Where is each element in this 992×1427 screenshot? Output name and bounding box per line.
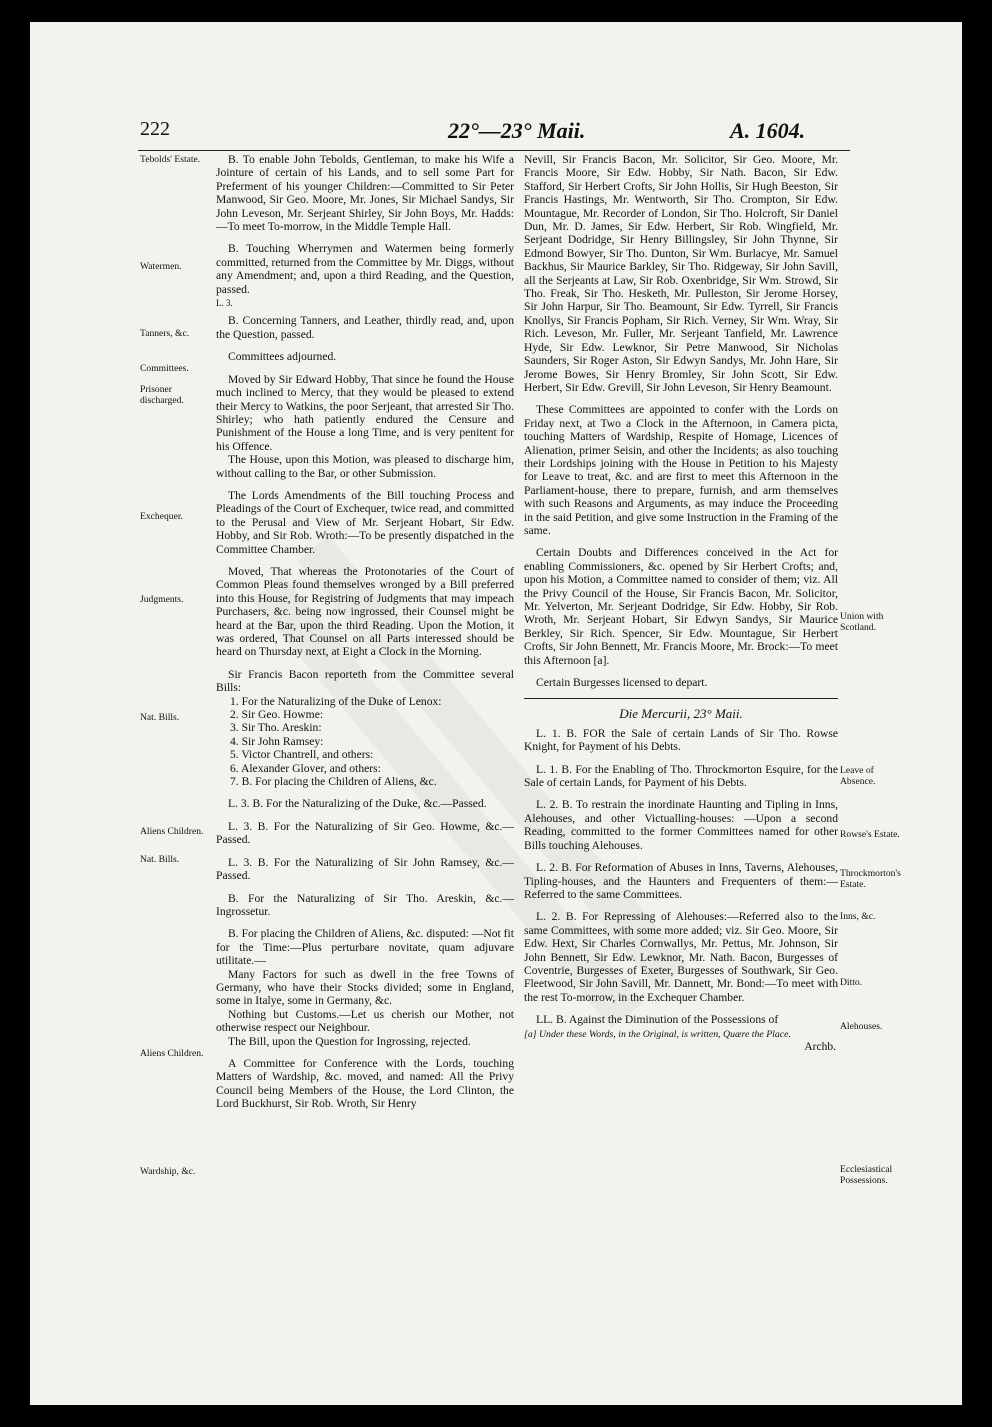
paragraph: Many Factors for such as dwell in the free Towns of Germany, who have their Stocks divided; some in England, some in Italye, some in Germany, &c. [216, 967, 514, 1008]
list-item: 7. B. For placing the Children of Aliens, &c. [230, 775, 437, 789]
paragraph: A Committee for Conference with the Lords, touching Matters of Wardship, &c. moved, and named: All the Privy Council being Members of the House, the Lord Clinton, the Lord Buckhurst, Sir Rob. Wroth, Sir Henry [216, 1056, 514, 1111]
paragraph: Nevill, Sir Francis Bacon, Mr. Solicitor, Sir Geo. Moore, Mr. Francis Moore, Sir Edw. Hobby, Sir Nath. Bacon, Sir Edw. Stafford, Sir Herbert Crofts, Sir John Hollis, Sir Hugh Beeston, Sir Francis Hastings, Mr. Wentworth, Sir Tho. Crompton, Sir Edw. Mountague, Mr. Recorder of London, Sir Tho. Holcroft, Sir Daniel Dun, Mr. D. James, Sir Edw. Herbert, Sir Rob. Wingfield, Mr. Serjeant Dodridge, Sir Henry Billingsley, Sir John Thynne, Sir Edmond Bowyer, Sir Tho. Dunton, Sir Wm. Burlacye, Mr. Samuel Backhus, Sir Maurice Barkley, Sir Tho. Ridgeway, Sir John Savill, all the Serjeants at Law, Sir Rob. Oxenbridge, Sir Wm. Strowd, Sir Tho. Freak, Sir Tho. Hesketh, Mr. Pulleston, Sir Jerome Horsey, Sir John Harpur, Sir Tho. Beamount, Sir Edw. Tyrrell, Sir Francis Knollys, Sir Francis Popham, Sir Rich. Verney, Sir Wm. Wray, Sir Rich. Leveson, Mr. Fuller, Mr. Serjeant Tanfield, Mr. Lawrence Hyde, Sir Edw. Lewknor, Sir Petre Manwood, Sir Nicholas Saunders, Sir Roger Aston, Sir Edwyn Sandys, Mr. John Hare, Sir Jerome Bowes, Sir Henry Bromley, Sir John Scott, Sir Edw. Herbert, Sir Edw. Grevill, Sir John Leveson, Sir Henry Beamount. [524, 153, 838, 394]
paragraph: Moved by Sir Edward Hobby, That since he found the House much inclined to Mercy, that they would be pleased to extend their Mercy to Watkins, the poor Serjeant, that arrested Sir Tho. Shirley; who hath patiently endured the Censure and Punishment of the House a long Time, and is very penitent for his Offence. [216, 372, 514, 453]
list-item: 6. Alexander Glover, and others: [230, 761, 381, 775]
margin-note: Alehouses. [840, 1021, 883, 1032]
margin-note: Prisoner discharged. [140, 384, 184, 406]
list-item: 3. Sir Tho. Areskin: [230, 721, 322, 735]
margin-note: Exchequer. [140, 511, 183, 522]
bill-list [216, 695, 514, 789]
left-column [216, 153, 514, 1120]
paragraph: B. For placing the Children of Aliens, &c. disputed: —Not fit for the Time:—Plus perturbare novitate, quam adjuvare utilitate.— [216, 927, 514, 968]
margin-note: Wardship, &c. [140, 1166, 196, 1177]
margin-note: Watermen. [140, 261, 182, 272]
paragraph: B. Touching Wherrymen and Watermen being formerly committed, returned from the Committee by Mr. Diggs, without any Amendment; and, upon a third Reading, and the Question, passed. [216, 242, 514, 296]
paragraph: B. To enable John Tebolds, Gentleman, to make his Wife a Jointure of certain of his Lands, and to sell some Part for Preferment of his younger Children:—Committed to Sir Peter Manwood, Sir Geo. Moore, Mr. Jones, Sir Michael Sandys, Sir John Leveson, Mr. Serjeant Shirley, Sir John Boys, Mr. Hadds:—To meet To-morrow, in the Middle Temple Hall. [216, 153, 514, 234]
paragraph: L. 3. B. For the Naturalizing of the Duke, &c.—Passed. [228, 797, 487, 811]
day-header: Die Mercurii, 23° Maii. [619, 706, 743, 722]
margin-note: Throckmorton's Estate. [840, 868, 901, 890]
page-year: A. 1604. [730, 118, 806, 143]
footnote: [a] Under these Words, in the Original, is written, Quære the Place. [524, 1028, 791, 1040]
paragraph: B. For the Naturalizing of Sir Tho. Areskin, &c.—Ingrossetur. [216, 891, 514, 918]
list-item: 5. Victor Chantrell, and others: [230, 748, 374, 762]
paragraph: Moved, That whereas the Protonotaries of the Court of Common Pleas found themselves wronged by a Bill preferred into this House, for Registring of Judgments that may impeach Purchasers, &c. being now ingrossed, their Counsel might be heard at the Bar, upon the third Reading. Upon the Motion, it was ordered, That Counsel on all Parts interessed should be heard on Thursday next, at Eight a Clock in the Morning. [216, 564, 514, 659]
paragraph: L. 1. B. For the Enabling of Tho. Throckmorton Esquire, for the Sale of certain Lands, for Payment of his Debts. [524, 762, 838, 790]
paragraph: B. Concerning Tanners, and Leather, thirdly read, and, upon the Question, passed. [216, 314, 514, 341]
paragraph: L. 2. B. For Repressing of Alehouses:—Referred also to the same Committees, with some more added; viz. Sir Geo. Moore, Sir Edw. Hext, Sir Charles Cornwallys, Mr. Pettus, Mr. Johnson, Sir John Bennett, Sir Edw. Lewknor, Mr. Nath. Bacon, Burgesses of Coventrie, Burgesses of Exeter, Burgesses of Southwark, Sir Geo. Fleetwood, Sir John Savill, Mr. Dannett, Mr. Bond:—To meet with the rest To-morrow, in the Exchequer Chamber. [524, 910, 838, 1004]
paragraph: Sir Francis Bacon reporteth from the Committee several Bills: [216, 667, 514, 695]
paragraph: Certain Burgesses licensed to depart. [536, 676, 708, 690]
margin-note: Rowse's Estate. [840, 829, 900, 840]
paragraph: L. 3. B. For the Naturalizing of Sir John Ramsey, &c.—Passed. [216, 855, 514, 883]
margin-note: Aliens Children. [140, 826, 204, 837]
paragraph: L. 3. B. For the Naturalizing of Sir Geo. Howme, &c.—Passed. [216, 819, 514, 847]
margin-note: Committees. [140, 363, 189, 374]
margin-note: Nat. Bills. [140, 712, 180, 723]
paragraph: L. 2. B. For Reformation of Abuses in Inns, Taverns, Alehouses, Tipling-houses, and the Haunters and Frequenters of them:—Referred to the same Committees. [524, 861, 838, 901]
page-number: 222 [140, 118, 170, 140]
margin-note: Inns, &c. [840, 911, 876, 922]
margin-note: Tebolds' Estate. [140, 154, 201, 165]
paragraph: LL. B. Against the Diminution of the Possessions of [536, 1013, 779, 1027]
catchword: Archb. [804, 1040, 836, 1053]
margin-note: Tanners, &c. [140, 328, 190, 339]
paragraph: L. 1. B. FOR the Sale of certain Lands of Sir Tho. Rowse Knight, for Payment of his Debts. [524, 726, 838, 754]
right-column [524, 153, 838, 1054]
paragraph: The House, upon this Motion, was pleased to discharge him, without calling to the Bar, or other Submission. [216, 453, 514, 480]
paragraph: Certain Doubts and Differences conceived in the Act for enabling Commissioners, &c. opened by Sir Herbert Crofts; and, upon his Motion, a Committee named to consider of them; viz. All the Privy Council of the House, Sir Francis Bacon, Mr. Solicitor, Mr. Yelverton, Mr. Serjeant Dodridge, Sir Edw. Hobby, Sir Rob. Wroth, Mr. Serjeant Hobart, Sir Edwyn Sandys, Sir Maurice Berkley, Sir Rich. Spencer, Sir Edw. Mountague, Sir Herbert Crofts, Sir John Bennett, Mr. Francis Moore, Mr. Brock:—To meet this Afternoon [a]. [524, 546, 838, 667]
margin-note: Judgments. [140, 594, 184, 605]
section-rule [524, 698, 838, 699]
margin-note: Union with Scotland. [840, 611, 884, 633]
margin-note: Ditto. [840, 977, 863, 988]
margin-note: Nat. Bills. [140, 854, 180, 865]
page-date: 22°—23° Maii. [448, 118, 586, 143]
paragraph: L. 2. B. To restrain the inordinate Haunting and Tipling in Inns, Alehouses, and other Victualling-houses: —Upon a second Reading, committed to the former Committees named for other Bills touching Alehouses. [524, 798, 838, 852]
margin-note: Leave of Absence. [840, 765, 876, 787]
paragraph: The Bill, upon the Question for Ingrossing, rejected. [228, 1034, 471, 1048]
header-rule [138, 150, 850, 151]
paragraph: The Lords Amendments of the Bill touching Process and Pleadings of the Court of Exchequer, twice read, and committed to the Perusal and View of Mr. Serjeant Hobart, Sir Edw. Hobby, and Sir Rob. Wroth:—To be presently dispatched in the Committee Chamber. [216, 488, 514, 556]
list-item: 1. For the Naturalizing of the Duke of Lenox: [230, 694, 442, 708]
margin-note: Aliens Children. [140, 1048, 204, 1059]
scanned-page [30, 22, 962, 1405]
paragraph: These Committees are appointed to confer with the Lords on Friday next, at Two a Clock in the Afternoon, in Camera picta, touching Matters of Wardship, Respite of Homage, Licences of Alienation, primer Seisin, and other the Incidents; as also touching their Lordships joining with the House in Petition to his Majesty for Leave to treat, &c. and are first to meet this Afternoon in the Parliament-house, there to prepare, furnish, and arm themselves with such Reasons and Arguments, as may induce the Proceeding in the said Petition, and give some Instruction in the Framing of the same. [524, 403, 838, 537]
paragraph: Nothing but Customs.—Let us cherish our Mother, not otherwise respect our Neighbour. [216, 1007, 514, 1035]
paragraph: Committees adjourned. [228, 350, 337, 364]
reading-note: L. 3. [216, 298, 233, 309]
list-item: 2. Sir Geo. Howme: [230, 708, 324, 722]
list-item: 4. Sir John Ramsey: [230, 734, 324, 748]
margin-note: Ecclesiastical Possessions. [840, 1164, 893, 1186]
